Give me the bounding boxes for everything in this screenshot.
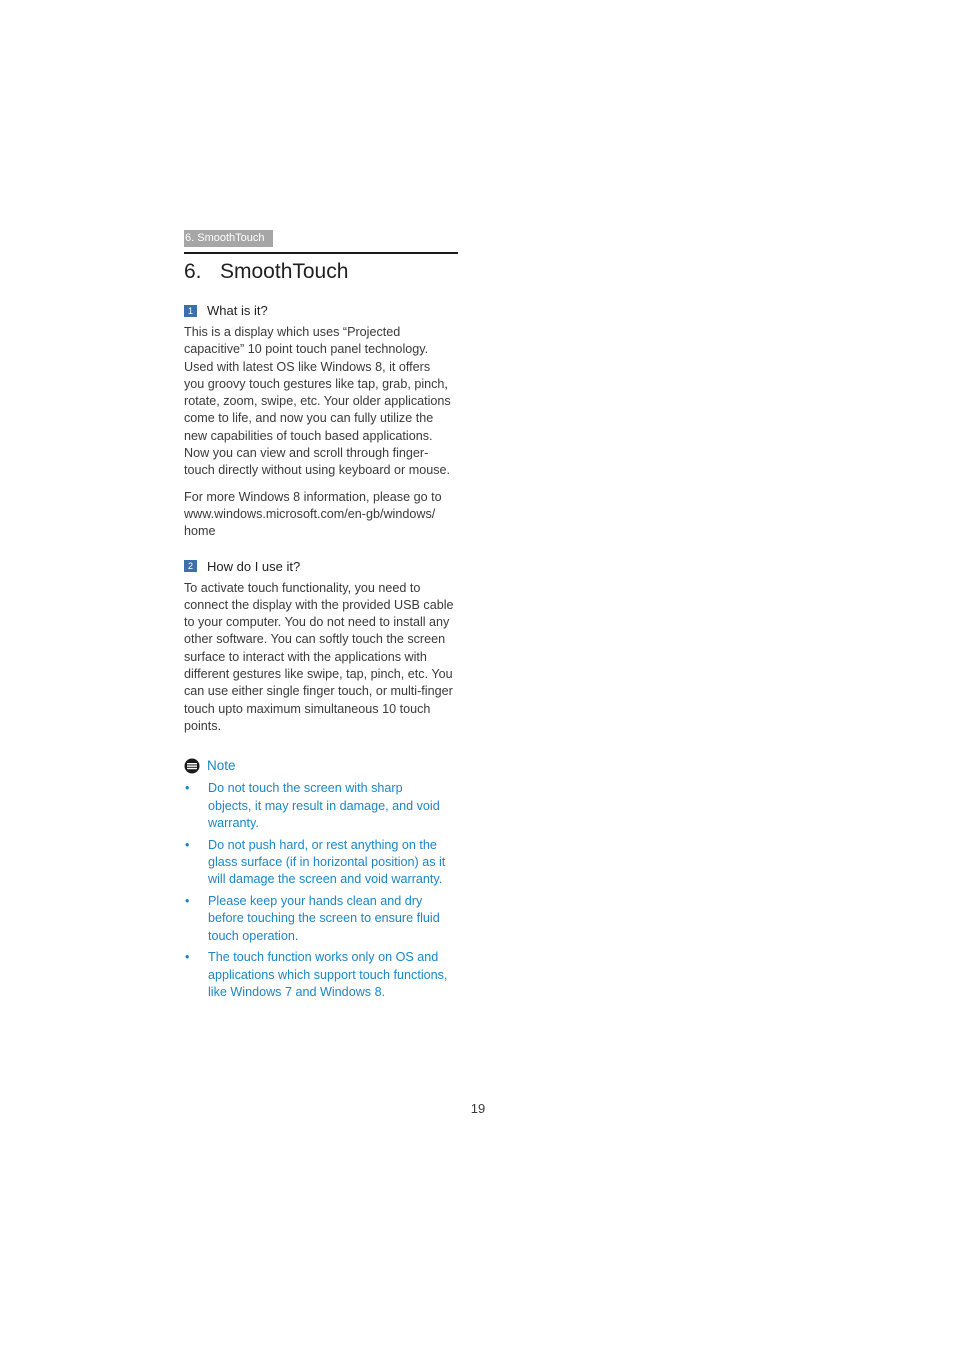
text-line: you groovy touch gestures like tap, grab, pinch, [184, 376, 448, 391]
chapter-title [184, 259, 458, 285]
text-line: Do not touch the screen with sharp [208, 781, 403, 796]
page-content [184, 228, 458, 1006]
page-number: 19 [470, 1101, 486, 1116]
note-icon [184, 758, 200, 774]
header-rule [184, 252, 458, 254]
text-line: rotate, zoom, swipe, etc. Your older applications [184, 394, 451, 409]
text-line: points. [184, 718, 222, 733]
list-item [184, 837, 458, 889]
section-number-badge: 1 [184, 305, 197, 317]
text-line: other software. You can softly touch the screen [184, 632, 446, 647]
chapter-number: 6. [184, 260, 202, 283]
text-line: surface to interact with the applications with [184, 649, 427, 664]
note-text [208, 837, 445, 889]
list-item [184, 893, 458, 945]
bullet: • [185, 837, 190, 852]
list-item [184, 780, 458, 832]
text-line: touch directly without using keyboard or mouse. [184, 463, 451, 478]
text-line: come to life, and now you can fully utilize the [184, 411, 434, 426]
windows-url-link-cont[interactable]: home [184, 524, 216, 539]
note-text [208, 949, 447, 1001]
text-line: like Windows 7 and Windows 8. [208, 985, 386, 999]
text-line: touch operation. [208, 928, 299, 943]
chapter-title-text: SmoothTouch [220, 260, 349, 283]
text-line: objects, it may result in damage, and void [208, 798, 440, 813]
bullet: • [185, 894, 190, 909]
chapter-tab: 6. SmoothTouch [184, 230, 273, 247]
text-line: glass surface (if in horizontal position) as it [208, 854, 446, 869]
text-line: warranty. [208, 815, 259, 830]
text-line: Do not push hard, or rest anything on the [208, 837, 437, 852]
bullet: • [185, 950, 190, 965]
text-line: different gestures like swipe, tap, pinch, etc. You [184, 667, 453, 682]
note-text [208, 780, 440, 832]
text-line: This is a display which uses “Projected [184, 325, 401, 339]
text-line: Please keep your hands clean and dry [208, 894, 423, 909]
text-line: For more Windows 8 information, please go to [184, 489, 442, 504]
windows-url-link[interactable]: www.windows.microsoft.com/en-gb/windows/ [184, 506, 436, 521]
text-line: Now you can view and scroll through finger- [184, 446, 429, 461]
bullet: • [185, 781, 190, 796]
text-line: connect the display with the provided USB cable [184, 597, 454, 612]
text-line: will damage the screen and void warranty. [208, 872, 443, 887]
text-line: new capabilities of touch based applications. [184, 428, 433, 443]
note-heading [184, 757, 458, 774]
section-title: How do I use it? [207, 558, 301, 574]
text-line: can use either single finger touch, or multi-finger [184, 684, 453, 699]
text-line: The touch function works only on OS and [208, 950, 439, 965]
note-text [208, 893, 440, 945]
text-line: touch upto maximum simultaneous 10 touch [184, 701, 431, 716]
text-line: Used with latest OS like Windows 8, it offers [184, 359, 431, 374]
list-item [184, 949, 458, 1001]
text-line: to your computer. You do not need to install any [184, 615, 450, 630]
text-line: capacitive” 10 point touch panel technology. [184, 342, 429, 357]
text-line: before touching the screen to ensure fluid [208, 911, 440, 926]
text-line: To activate touch functionality, you need to [184, 580, 421, 595]
section-heading-how-to-use [184, 558, 458, 575]
section-heading-what-is-it [184, 302, 458, 319]
section-number-badge: 2 [184, 560, 197, 572]
text-line: applications which support touch functions, [208, 967, 448, 982]
paragraph-how-to-use [184, 580, 458, 736]
note-label: Note [207, 758, 236, 774]
note-list [184, 780, 458, 1001]
paragraph-what-is-it [184, 324, 458, 480]
paragraph-windows-info [184, 489, 458, 541]
section-title: What is it? [207, 303, 268, 318]
